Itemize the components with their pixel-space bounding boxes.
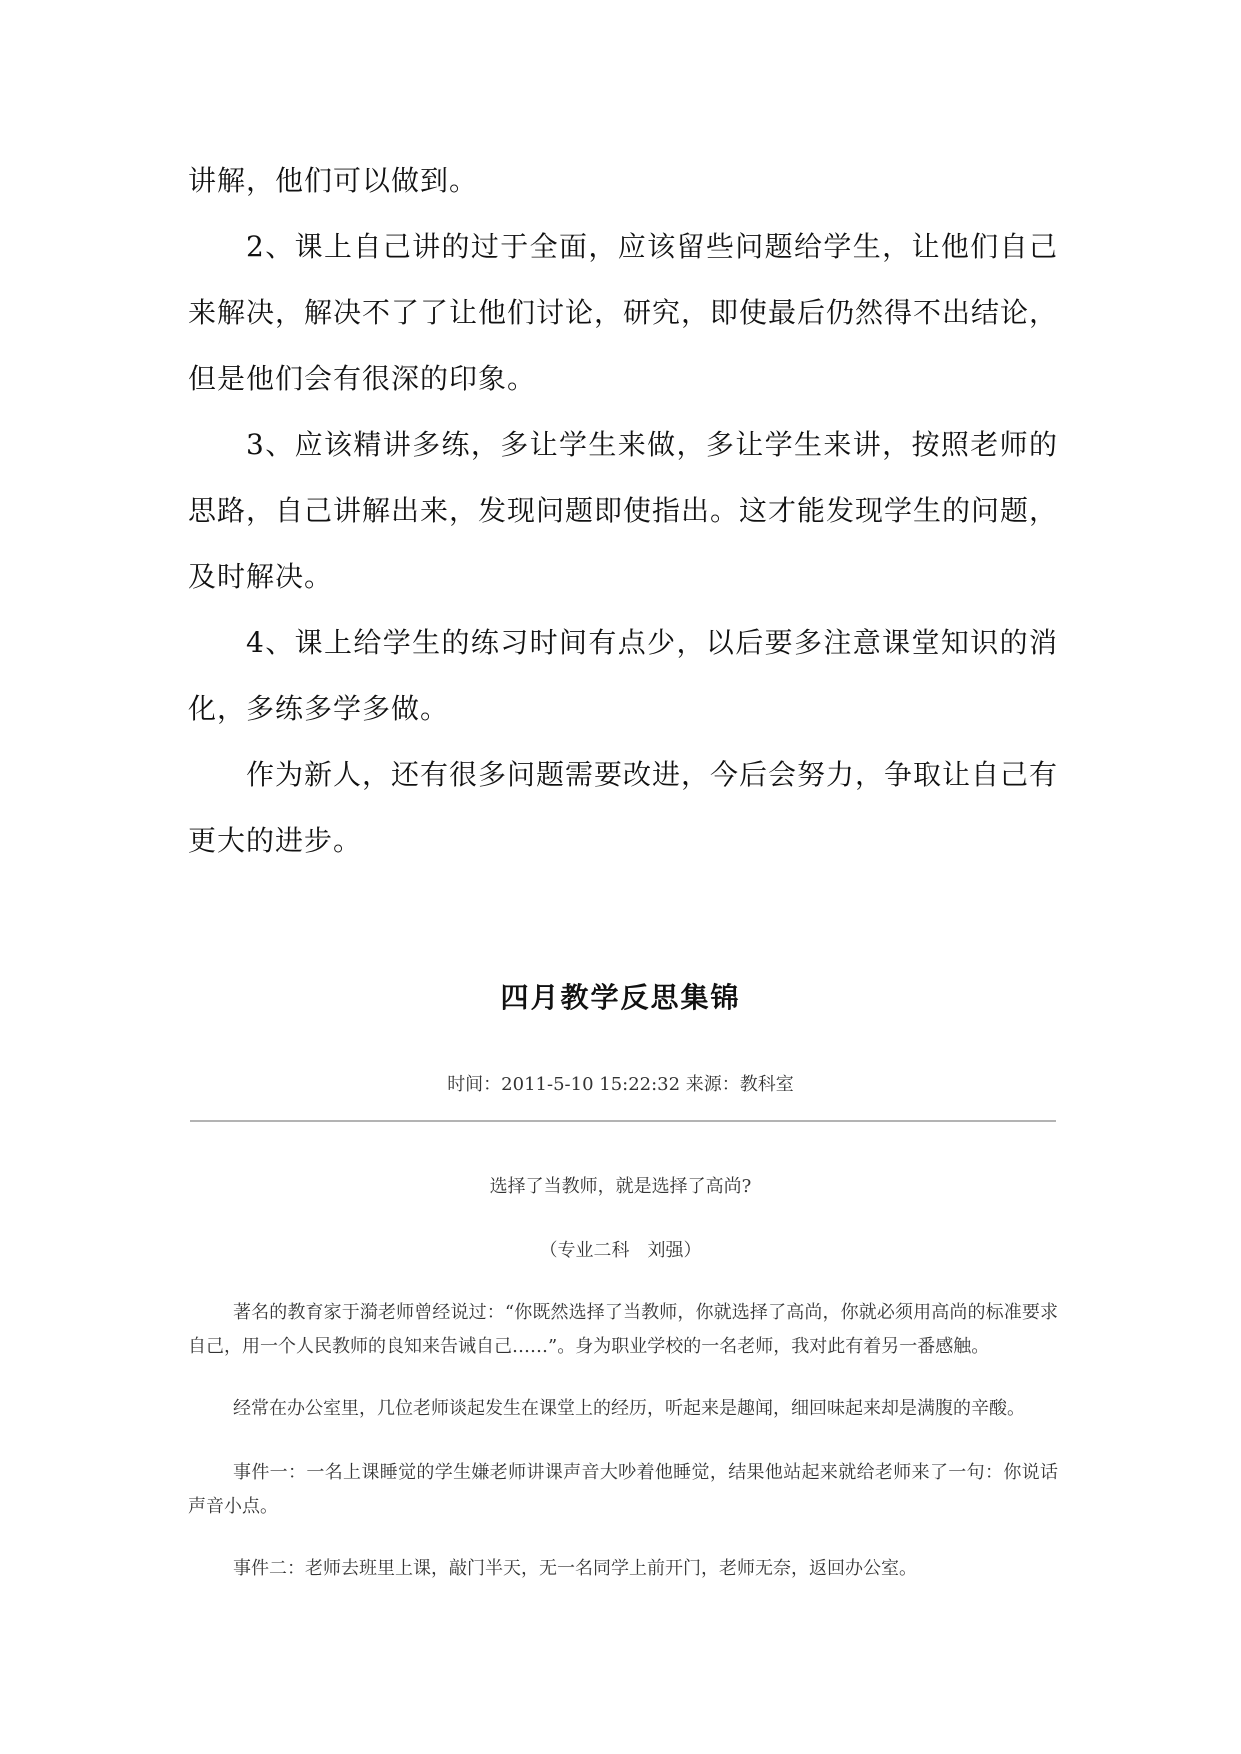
paragraph-continued: 讲解，他们可以做到。 (188, 164, 479, 197)
article-paragraph: 事件二：老师去班里上课，敲门半天，无一名同学上前开门，老师无奈，返回办公室。 (233, 1558, 917, 1579)
article-paragraph: 事件一：一名上课睡觉的学生嫌老师讲课声音大吵着他睡觉，结果他站起来就给老师来了一句：你说话声音小点。 (188, 1462, 1058, 1517)
article-paragraph: 著名的教育家于漪老师曾经说过：“你既然选择了当教师，你就选择了高尚，你就必须用高尚的标准要求自己，用一个人民教师的良知来告诫自己……”。身为职业学校的一名老师，我对此有着另一番感触。 (188, 1302, 1058, 1357)
paragraph-closing: 作为新人，还有很多问题需要改进，今后会努力，争取让自己有更大的进步。 (188, 758, 1059, 857)
paragraph-point-2: 2、课上自己讲的过于全面，应该留些问题给学生，让他们自己来解决，解决不了了让他们讨论，研究，即使最后仍然得不出结论，但是他们会有很深的印象。 (188, 230, 1059, 395)
paragraph-point-3: 3、应该精讲多练，多让学生来做，多让学生来讲，按照老师的思路，自己讲解出来，发现问题即使指出。这才能发现学生的问题，及时解决。 (188, 428, 1059, 593)
paragraph-point-4: 4、课上给学生的练习时间有点少，以后要多注意课堂知识的消化，多练多学多做。 (188, 626, 1058, 725)
article-author: （专业二科 刘强） (539, 1240, 702, 1261)
divider (190, 1120, 1056, 1122)
article-meta: 时间：2011-5-10 15:22:32 来源：教科室 (447, 1074, 794, 1095)
article-subtitle: 选择了当教师，就是选择了高尚? (489, 1176, 752, 1197)
article-title: 四月教学反思集锦 (500, 981, 741, 1014)
article-paragraph: 经常在办公室里，几位老师谈起发生在课堂上的经历，听起来是趣闻，细回味起来却是满腹的辛酸。 (233, 1398, 1025, 1419)
